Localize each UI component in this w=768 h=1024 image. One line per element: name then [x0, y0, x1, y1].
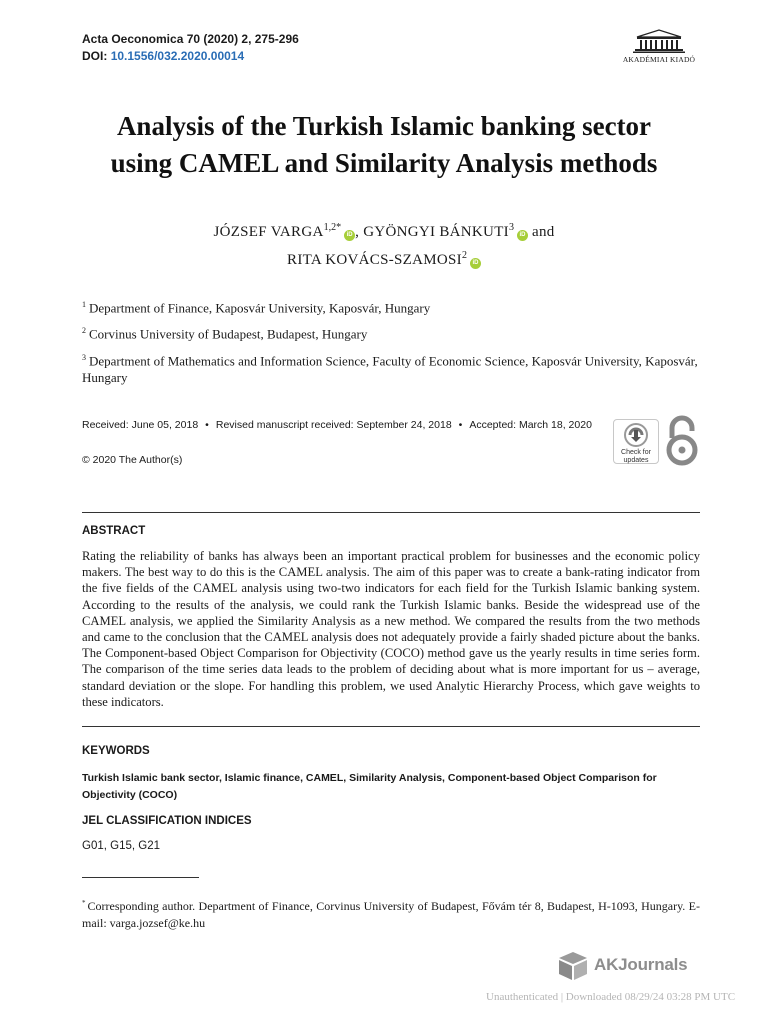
publisher-name: AKADÉMIAI KIADÓ: [622, 55, 696, 64]
author-separator: ,: [355, 224, 364, 240]
author-name: GYÖNGYI BÁNKUTI: [363, 224, 509, 240]
akjournals-logo: [556, 948, 687, 982]
publisher-logo: [620, 28, 698, 64]
doi-label: DOI:: [82, 49, 108, 63]
check-updates-line1: Check for: [621, 449, 651, 456]
date-accepted: Accepted: March 18, 2020: [469, 419, 592, 431]
date-revised: Revised manuscript received: September 24, 2018: [215, 419, 452, 431]
check-updates-line2: updates: [623, 457, 649, 464]
date-bullet: •: [458, 419, 463, 431]
affiliation-list: [82, 296, 702, 392]
author-line-1: [60, 216, 708, 244]
journal-citation: Acta Oeconomica 70 (2020) 2, 275-296: [82, 32, 299, 46]
author-affil-sup: 1,2*: [323, 222, 342, 233]
affiliation-text: Department of Finance, Kaposvár University, Kaposvár, Hungary: [89, 300, 431, 316]
author-affil-sup: 3: [508, 222, 514, 233]
journal-header: [82, 31, 299, 65]
affiliation-number: 2: [82, 326, 86, 336]
footnote-text: Corresponding author. Department of Finance, Corvinus University of Budapest, Fővám tér 8, Budapest, H-1093, Hungary. E-mail: varga.jozsef@ke.hu: [82, 899, 700, 930]
author-line-2: [60, 244, 708, 272]
affiliation-item: [82, 349, 702, 386]
jel-heading: JEL CLASSIFICATION INDICES: [82, 815, 252, 827]
affiliation-number: 3: [82, 352, 86, 362]
paper-title: [60, 108, 708, 182]
keywords-heading: KEYWORDS: [82, 745, 150, 757]
abstract-text: Rating the reliability of banks has always been an important practical problem for businesses and the economic policy makers. The best way to do this is the CAMEL analysis. The aim of this paper was to create a bank-rating indicator from the five fields of the CAMEL analysis using two-two indicators for each field for the Turkish Islamic banking system. According to the results of the analysis, we could rank the Turkish Islamic banks. Beside the widespread use of the CAMEL analysis, we applied the Similarity Analysis as a new method. We compared the results from the two methods and came to the conclusion that the CAMEL analysis does not adequately provide a fairly shaded picture about the banks. The Component-based Object Comparison for Objectivity (COCO) method gave us the yearly results in time series form. The comparison of the time series data leads to the problem of deciding about what is more important for us – average, standard deviation or the slope. For handling this problem, we used Analytic Hierarchy Process, which gave weights to these indicators.: [82, 549, 700, 709]
orcid-icon[interactable]: iD: [470, 258, 481, 269]
footnote-rule: [82, 877, 199, 878]
author-name: JÓZSEF VARGA: [213, 224, 324, 240]
orcid-icon[interactable]: iD: [344, 230, 355, 241]
check-updates-icon: [623, 422, 649, 448]
footnote-mark: *: [82, 899, 86, 907]
copyright-notice: © 2020 The Author(s): [82, 454, 183, 466]
date-bullet: •: [205, 419, 209, 431]
affiliation-item: [82, 296, 702, 316]
akjournals-wordmark: AKJournals: [594, 955, 688, 974]
affiliation-text: Department of Mathematics and Information Science, Faculty of Economic Science, Kaposvár University, Kaposvár, Hungary: [82, 352, 698, 385]
author-list: [60, 216, 708, 272]
publication-dates: [82, 418, 592, 432]
affiliation-text: Corvinus University of Budapest, Budapest, Hungary: [89, 326, 368, 342]
doi-line: [82, 48, 299, 65]
open-access-icon: [664, 414, 700, 466]
orcid-icon[interactable]: iD: [517, 230, 528, 241]
check-for-updates-button[interactable]: [613, 419, 659, 464]
date-received: Received: June 05, 2018: [82, 419, 199, 431]
academy-building-icon: [631, 28, 687, 54]
download-watermark: Unauthenticated | Downloaded 08/29/24 03:28 PM UTC: [486, 991, 736, 1003]
doi-link[interactable]: 10.1556/032.2020.00014: [110, 49, 245, 63]
divider-top: [82, 512, 700, 513]
akjournals-book-icon: [556, 948, 590, 982]
check-updates-label: [614, 449, 658, 465]
corresponding-author-footnote: [82, 895, 700, 932]
divider-bottom: [82, 726, 700, 727]
affiliation-item: [82, 322, 702, 342]
keywords-text: Turkish Islamic bank sector, Islamic finance, CAMEL, Similarity Analysis, Component-based Object Comparison for Objectivity (COCO): [82, 772, 657, 801]
author-name: RITA KOVÁCS-SZAMOSI: [287, 252, 462, 268]
jel-codes: G01, G15, G21: [82, 840, 160, 852]
abstract-heading: ABSTRACT: [82, 525, 146, 537]
title-line-2: using CAMEL and Similarity Analysis methods: [110, 148, 658, 178]
title-line-1: Analysis of the Turkish Islamic banking sector: [116, 111, 652, 141]
affiliation-number: 1: [82, 300, 86, 309]
author-and: and: [527, 224, 555, 240]
author-affil-sup: 2: [461, 250, 467, 261]
